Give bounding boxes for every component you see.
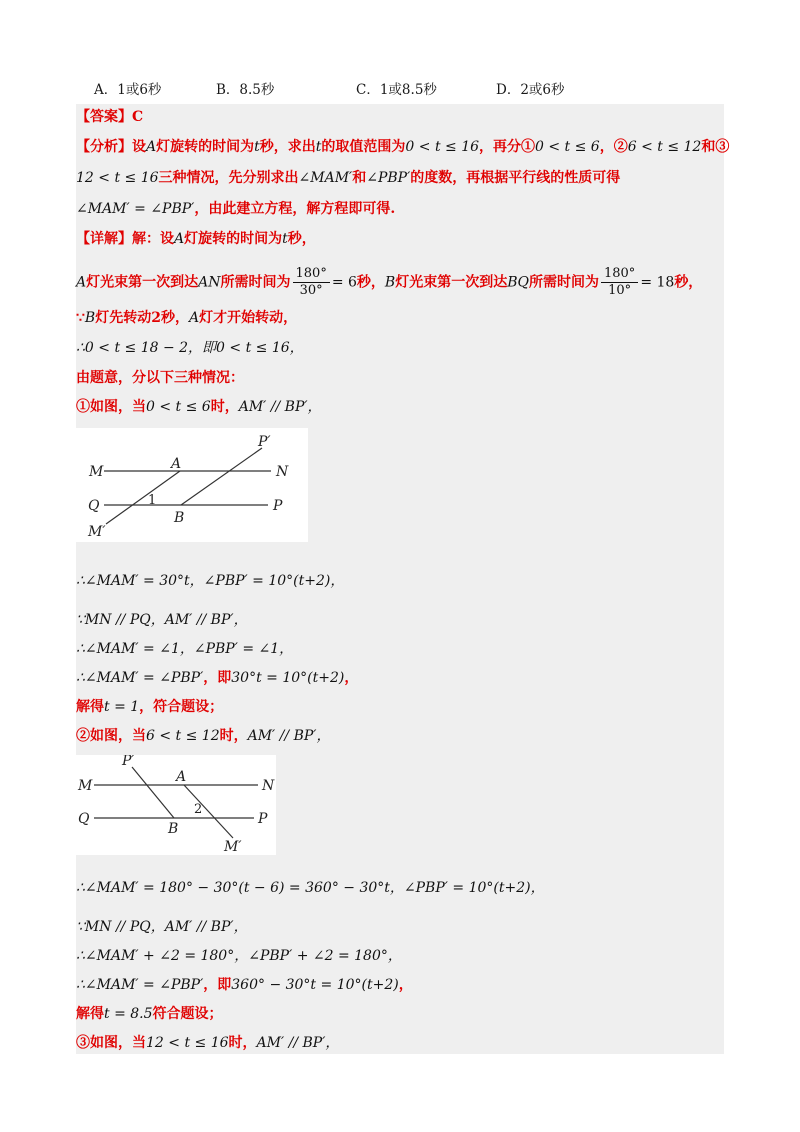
label-p: P (258, 811, 268, 827)
label-n: N (262, 778, 275, 794)
detail-line-5: 由题意，分以下三种情况： (76, 370, 244, 386)
detail-line-4: ∴0 < t ≤ 18 − 2，即0 < t ≤ 16， (76, 340, 304, 356)
case-1-result: 解得t = 1，符合题设； (76, 699, 224, 715)
label-n: N (276, 464, 289, 480)
detail-line-3: ∵B灯先转动2秒，A灯才开始转动， (76, 310, 298, 326)
label-m-prime: M′ (224, 839, 242, 855)
label-p-prime: P′ (258, 434, 271, 450)
label-a: A (171, 456, 182, 472)
option-b: B．8.5秒 (216, 82, 275, 98)
label-q: Q (88, 498, 100, 514)
case-3-heading: ③如图，当12 < t ≤ 16时，AM′ // BP′， (76, 1035, 340, 1051)
case-2-result: 解得t = 8.5符合题设； (76, 1006, 223, 1022)
fraction-b: $\frac{180^\circ}{10^\circ}$ (601, 266, 638, 299)
case-2-eq-1: ∴∠MAM′ = 180° − 30°(t − 6) = 360° − 30°t，∠PBP′ = 10°(t+2)， (76, 880, 545, 896)
case-1-eq-3: ∴∠MAM′ = ∠1，∠PBP′ = ∠1， (76, 641, 294, 657)
case-1-eq-2: ∵MN // PQ，AM′ // BP′， (76, 612, 248, 628)
angle-1-label: 1 (148, 493, 157, 508)
label-a: A (176, 769, 187, 785)
figure-case-1 (76, 428, 308, 542)
label-p-prime: P′ (122, 755, 135, 769)
case-1-eq-1: ∴∠MAM′ = 30°t，∠PBP′ = 10°(t+2)， (76, 573, 345, 589)
label-m: M (89, 464, 104, 480)
analysis-line-1: 【分析】设A灯旋转的时间为t秒，求出t的取值范围为0 < t ≤ 16，再分①0 < t ≤ 6，②6 < t ≤ 12和③ (76, 139, 730, 155)
case-1-eq-4: ∴∠MAM′ = ∠PBP′，即30°t = 10°(t+2)， (76, 670, 359, 686)
case-2-eq-4: ∴∠MAM′ = ∠PBP′，即360° − 30°t = 10°(t+2)， (76, 977, 413, 993)
analysis-line-2: 12 < t ≤ 16三种情况，先分别求出∠MAM′和∠PBP′的度数，再根据平行线的性质可得 (76, 170, 621, 186)
label-p: P (273, 498, 283, 514)
analysis-line-3: ∠MAM′ = ∠PBP′，由此建立方程，解方程即可得. (76, 201, 396, 217)
option-c: C．1或8.5秒 (356, 82, 437, 98)
option-a: A．1或6秒 (94, 82, 162, 98)
answer-options (0, 78, 800, 100)
detail-line-2: A灯光束第一次到达AN所需时间为 $\frac{180^\circ}{30^\circ}$ = 6秒，B灯光束第一次到达BQ所需时间为 $\frac{180^\circ}{10^\circ}$ = 18秒， (76, 266, 703, 298)
label-b: B (174, 510, 185, 526)
label-m-prime: M′ (88, 524, 106, 540)
case-2-eq-2: ∵MN // PQ，AM′ // BP′， (76, 919, 248, 935)
label-b: B (168, 821, 179, 837)
fraction-a: $\frac{180^\circ}{30^\circ}$ (293, 266, 330, 299)
label-q: Q (78, 811, 90, 827)
option-d: D．2或6秒 (496, 82, 565, 98)
case-2-heading: ②如图，当6 < t ≤ 12时，AM′ // BP′， (76, 728, 331, 744)
label-m: M (78, 778, 93, 794)
case-1-heading: ①如图，当0 < t ≤ 6时，AM′ // BP′， (76, 399, 322, 415)
case-2-eq-3: ∴∠MAM′ + ∠2 = 180°，∠PBP′ + ∠2 = 180°， (76, 948, 402, 964)
answer-line: 【答案】C (76, 109, 144, 125)
figure-case-2 (76, 755, 276, 855)
detail-line-1: 【详解】解：设A灯旋转的时间为t秒， (76, 231, 316, 247)
angle-2-label: 2 (194, 802, 203, 817)
